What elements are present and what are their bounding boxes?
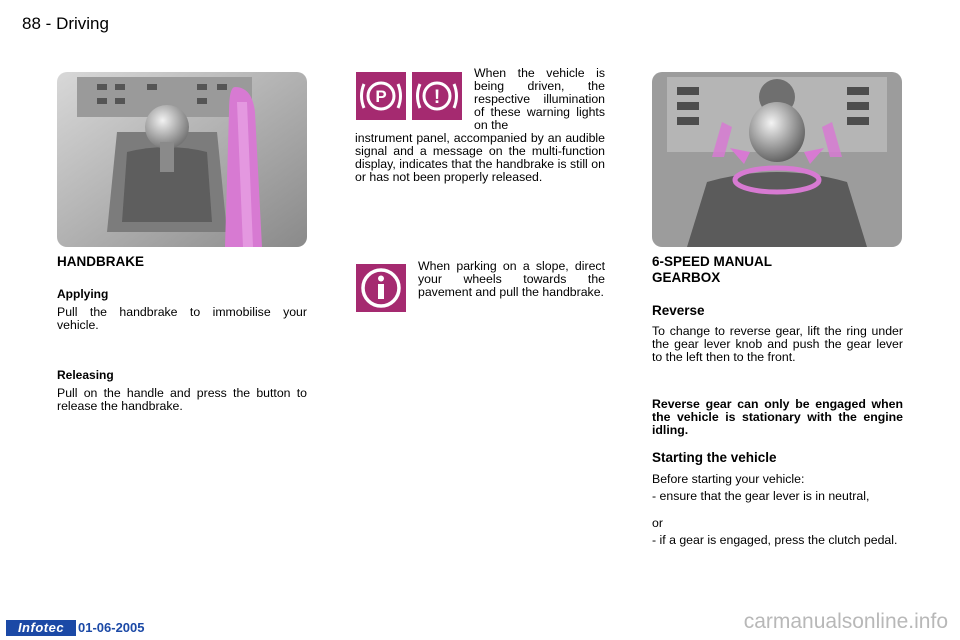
svg-text:P: P — [375, 87, 387, 106]
header-separator: - — [45, 14, 52, 33]
svg-text:!: ! — [433, 87, 441, 108]
starting-intro: Before starting your vehicle: — [652, 472, 805, 486]
footer-date: 01-06-2005 — [78, 620, 145, 635]
warning-text-rest: instrument panel, accompanied by an audible signal and a message on the multi-function display, indicates that the handbrake is still on or has not been properly released. — [355, 131, 605, 184]
info-icon — [356, 264, 406, 312]
handbrake-warning-light — [356, 72, 406, 120]
gearbox-heading — [652, 254, 772, 286]
releasing-heading: Releasing — [57, 368, 114, 382]
watermark: carmanualsonline.info — [743, 610, 948, 633]
reverse-heading: Reverse — [652, 303, 705, 318]
exclamation-icon — [412, 72, 462, 120]
applying-heading: Applying — [57, 287, 109, 301]
info-text: When parking on a slope, direct your wheels towards the pavement and pull the handbrake. — [418, 259, 605, 299]
warning-text-intro: When the vehicle is being driven, the respective illumination of these warning lights on the — [474, 66, 605, 132]
infotec-logo: Infotec — [6, 620, 76, 636]
starting-or: or — [652, 516, 663, 530]
handbrake-heading: HANDBRAKE — [57, 254, 144, 269]
reverse-text: To change to reverse gear, lift the ring under the gear lever knob and push the gear lever to the left then to the front. — [652, 324, 903, 364]
applying-text: Pull the handbrake to immobilise your vehicle. — [57, 305, 307, 332]
gearbox-heading-line1: 6-SPEED MANUAL — [652, 254, 773, 269]
page-number: 88 — [22, 14, 41, 33]
brake-warning-light — [412, 72, 462, 120]
starting-item-neutral: - ensure that the gear lever is in neutral, — [652, 489, 870, 503]
starting-heading: Starting the vehicle — [652, 450, 777, 465]
starting-item-clutch: - if a gear is engaged, press the clutch pedal. — [652, 533, 898, 547]
reverse-note: Reverse gear can only be engaged when the vehicle is stationary with the engine idling. — [652, 397, 903, 437]
gearbox-photo — [652, 72, 902, 247]
releasing-text: Pull on the handle and press the button to release the handbrake. — [57, 386, 307, 413]
parking-brake-icon — [356, 72, 406, 120]
page-header — [22, 14, 109, 34]
handbrake-photo — [57, 72, 307, 247]
section-title: Driving — [56, 14, 109, 33]
gearbox-heading-line2: GEARBOX — [652, 270, 721, 285]
